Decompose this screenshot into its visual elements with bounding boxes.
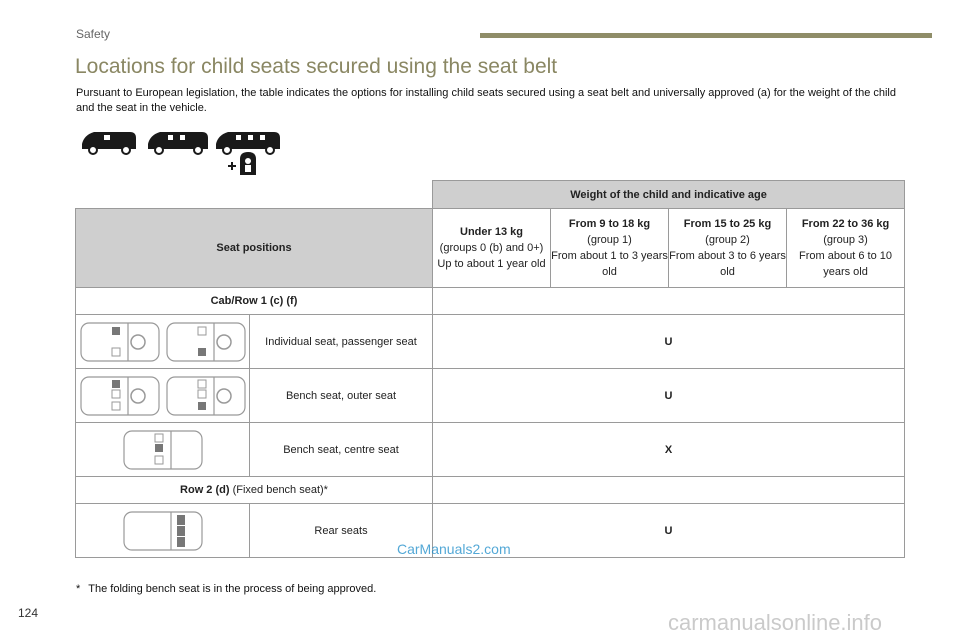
van-icon bbox=[148, 132, 208, 154]
car-top-view-icon bbox=[78, 428, 248, 472]
car-top-view-icon bbox=[78, 509, 248, 553]
table-row bbox=[76, 369, 905, 423]
table-row bbox=[76, 423, 905, 477]
seat-diagram bbox=[76, 423, 250, 477]
seat-label: Bench seat, centre seat bbox=[250, 423, 433, 477]
table-row bbox=[76, 315, 905, 369]
seat-label: Rear seats bbox=[250, 504, 433, 558]
seat-value: U bbox=[433, 315, 905, 369]
weight-header: Weight of the child and indicative age bbox=[433, 181, 905, 209]
section-label: Safety bbox=[76, 27, 111, 41]
seat-value: U bbox=[433, 504, 905, 558]
seat-positions-header: Seat positions bbox=[76, 209, 433, 288]
seat-diagram bbox=[76, 504, 250, 558]
header-bar bbox=[480, 33, 932, 38]
van-icon bbox=[216, 132, 280, 154]
intro-paragraph: Pursuant to European legislation, the table indicates the options for installing child seats secured using a seat belt and universally approved (a) for the weight of the child and the seat in the vehicle. bbox=[76, 87, 896, 114]
child-seat-table bbox=[75, 180, 905, 558]
plus-icon bbox=[228, 162, 236, 170]
vehicle-variants-illustration bbox=[80, 127, 280, 177]
seat-value: U bbox=[433, 369, 905, 423]
car-top-view-icon bbox=[78, 320, 248, 364]
page-number: 124 bbox=[18, 606, 39, 620]
section-row2: Row 2 (d) (Fixed bench seat)* bbox=[76, 477, 433, 504]
group-header: From 9 to 18 kg (group 1) From about 1 to 3 years old bbox=[551, 209, 669, 288]
seat-label: Individual seat, passenger seat bbox=[250, 315, 433, 369]
group-header: From 22 to 36 kg (group 3) From about 6 to 10 years old bbox=[787, 209, 905, 288]
seat-diagram bbox=[76, 369, 250, 423]
car-top-view-icon bbox=[78, 374, 248, 418]
child-seat-icon bbox=[240, 152, 256, 175]
watermark-text: carmanualsonline.info bbox=[668, 610, 883, 635]
seat-value: X bbox=[433, 423, 905, 477]
watermark-link[interactable]: CarManuals2.com bbox=[397, 541, 511, 557]
seat-label: Bench seat, outer seat bbox=[250, 369, 433, 423]
group-header: Under 13 kg (groups 0 (b) and 0+) Up to about 1 year old bbox=[433, 209, 551, 288]
van-icon bbox=[82, 132, 136, 154]
section-cab: Cab/Row 1 (c) (f) bbox=[76, 288, 433, 315]
group-header: From 15 to 25 kg (group 2) From about 3 to 6 years old bbox=[669, 209, 787, 288]
footnote: * The folding bench seat is in the process of being approved. bbox=[76, 583, 377, 595]
page-title: Locations for child seats secured using the seat belt bbox=[75, 55, 558, 78]
seat-diagram bbox=[76, 315, 250, 369]
